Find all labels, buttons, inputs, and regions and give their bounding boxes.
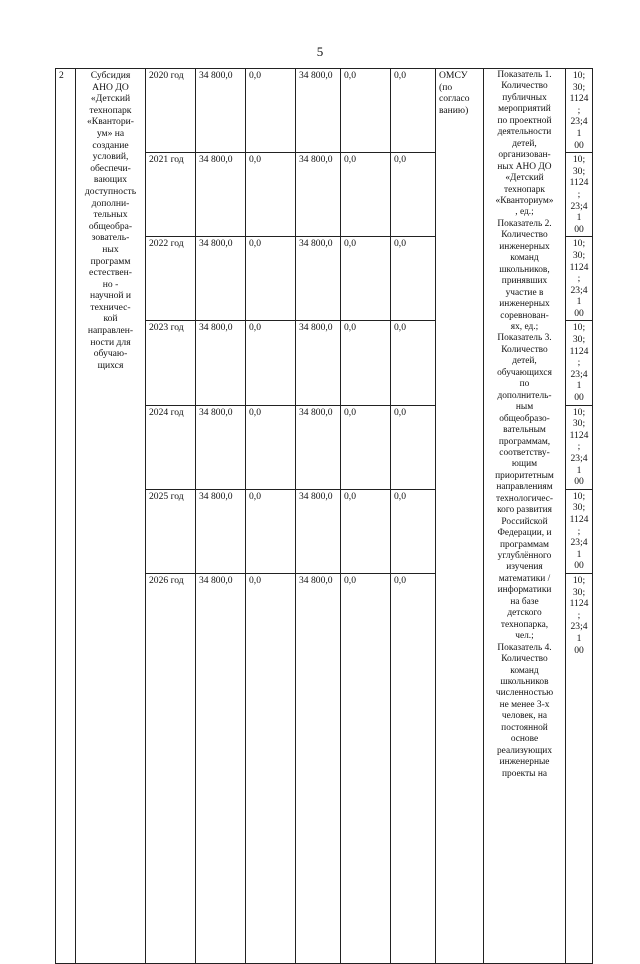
funding-cell: 34 800,0 xyxy=(296,489,341,573)
year-cell: 2026 год xyxy=(146,573,196,963)
target-values-cell: 10; 30; 1124; 23;41 00 xyxy=(566,573,593,963)
table-row xyxy=(56,69,593,153)
funding-cell: 0,0 xyxy=(246,237,296,321)
target-values-cell: 10; 30; 1124; 23;41 00 xyxy=(566,69,593,153)
funding-cell: 0,0 xyxy=(391,69,436,153)
funding-cell: 0,0 xyxy=(246,573,296,963)
funding-cell: 0,0 xyxy=(341,405,391,489)
year-cell: 2023 год xyxy=(146,321,196,405)
funding-cell: 34 800,0 xyxy=(296,321,341,405)
target-values-cell: 10; 30; 1124; 23;41 00 xyxy=(566,237,593,321)
funding-cell: 0,0 xyxy=(391,573,436,963)
funding-cell: 34 800,0 xyxy=(296,69,341,153)
year-cell: 2021 год xyxy=(146,153,196,237)
target-values-cell: 10; 30; 1124; 23;41 00 xyxy=(566,153,593,237)
total-cell: 34 800,0 xyxy=(196,237,246,321)
target-values-cell: 10; 30; 1124; 23;41 00 xyxy=(566,489,593,573)
funding-cell: 0,0 xyxy=(391,237,436,321)
year-cell: 2025 год xyxy=(146,489,196,573)
row-number: 2 xyxy=(56,69,76,964)
funding-cell: 0,0 xyxy=(246,405,296,489)
year-cell: 2022 год xyxy=(146,237,196,321)
funding-cell: 0,0 xyxy=(341,489,391,573)
executor-cell: ОМСУ (по согласо ванию) xyxy=(436,69,484,964)
funding-cell: 0,0 xyxy=(391,489,436,573)
target-values-cell: 10; 30; 1124; 23;41 00 xyxy=(566,405,593,489)
funding-cell: 0,0 xyxy=(391,153,436,237)
year-cell: 2024 год xyxy=(146,405,196,489)
funding-cell: 34 800,0 xyxy=(296,153,341,237)
total-cell: 34 800,0 xyxy=(196,69,246,153)
funding-cell: 34 800,0 xyxy=(296,237,341,321)
measure-description: Субсидия АНО ДО «Детский технопарк «Квантори- ум» на создание условий, обеспечи- вающих доступность дополни- тельных общеобра- зователь- ных программ естествен- но - научной и техничес- кой направлен- ности для обучаю- щихся xyxy=(76,69,146,964)
funding-cell: 0,0 xyxy=(341,321,391,405)
funding-cell: 0,0 xyxy=(341,237,391,321)
funding-cell: 0,0 xyxy=(391,405,436,489)
indicators-cell: Показатель 1. Количество публичных мероприятий по проектной деятельности детей, организован- ных АНО ДО «Детский технопарк «Кванториум» , ед.; Показатель 2. Количество инженерных команд школьников, принявших участие в инженерных соревнован- ях, ед.; Показатель 3. Количество детей, обучающихся по дополнитель- ным общеобразо- вательным программам, соответству- ющим приоритетным направлениям технологичес- кого развития Российской Федерации, и программам углублённого изучения математики / информатики на базе детского технопарка, чел.; Показатель 4. Количество команд школьников численностью не менее 3-х человек, на постоянной основе реализующих инженерные проекты на xyxy=(484,69,566,964)
funding-cell: 0,0 xyxy=(341,153,391,237)
funding-cell: 0,0 xyxy=(391,321,436,405)
total-cell: 34 800,0 xyxy=(196,573,246,963)
funding-cell: 0,0 xyxy=(341,69,391,153)
funding-cell: 0,0 xyxy=(341,573,391,963)
funding-cell: 34 800,0 xyxy=(296,573,341,963)
total-cell: 34 800,0 xyxy=(196,321,246,405)
page-number: 5 xyxy=(316,44,324,59)
funding-cell: 0,0 xyxy=(246,489,296,573)
budget-table xyxy=(55,68,593,964)
total-cell: 34 800,0 xyxy=(196,405,246,489)
total-cell: 34 800,0 xyxy=(196,489,246,573)
funding-cell: 0,0 xyxy=(246,69,296,153)
total-cell: 34 800,0 xyxy=(196,153,246,237)
funding-cell: 0,0 xyxy=(246,153,296,237)
target-values-cell: 10; 30; 1124; 23;41 00 xyxy=(566,321,593,405)
funding-cell: 0,0 xyxy=(246,321,296,405)
year-cell: 2020 год xyxy=(146,69,196,153)
funding-cell: 34 800,0 xyxy=(296,405,341,489)
